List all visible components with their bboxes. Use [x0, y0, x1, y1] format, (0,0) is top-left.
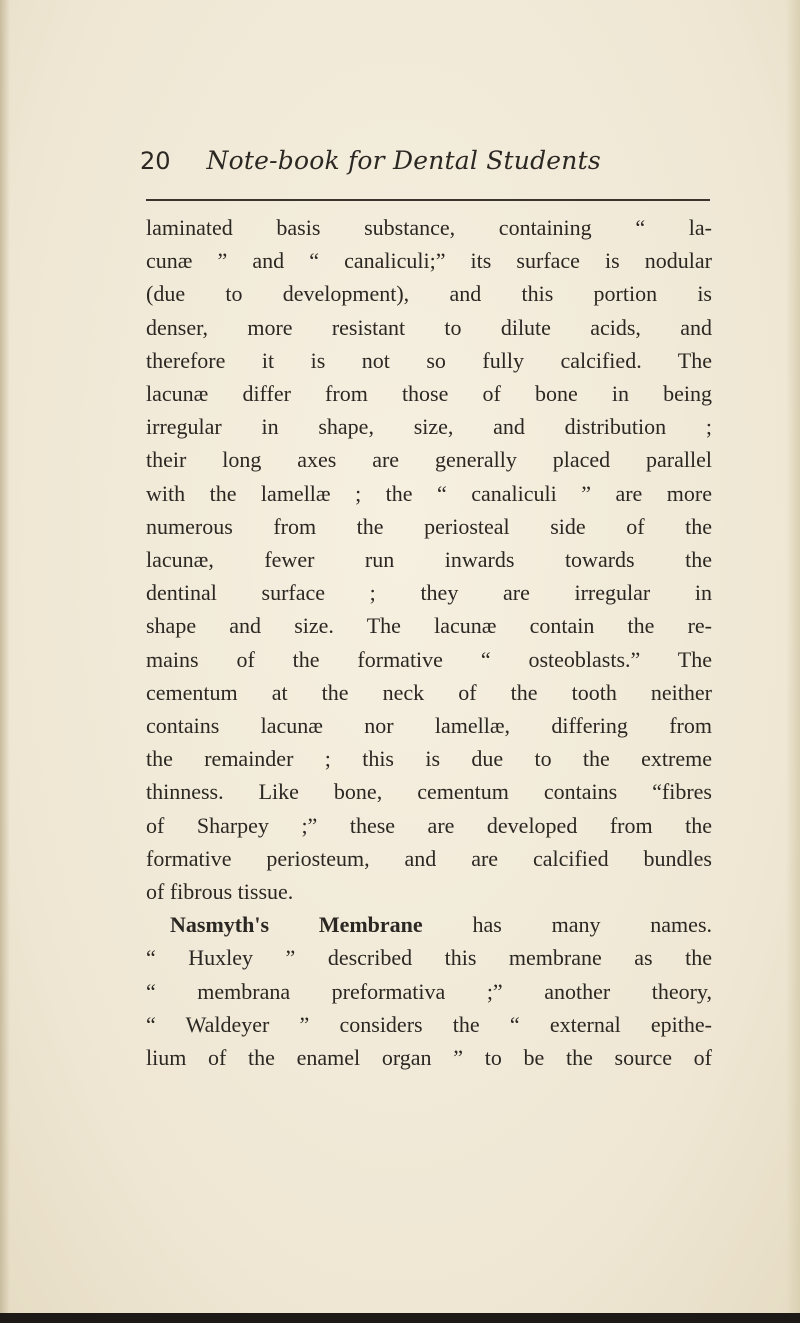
section-heading: Nasmyth's Membrane: [170, 912, 423, 938]
text-line: cementum at the neck of the tooth neither: [146, 679, 712, 705]
text-line: of fibrous tissue.: [146, 879, 294, 905]
body-text: [146, 211, 712, 1074]
page-gutter-shadow: [0, 0, 10, 1323]
text-line: their long axes are generally placed parallel: [146, 447, 712, 473]
running-head: [140, 146, 601, 186]
text-line: lium of the enamel organ ” to be the source of: [146, 1045, 712, 1071]
page-bottom-edge: [0, 1313, 800, 1323]
text-line: the remainder ; this is due to the extreme: [146, 746, 712, 772]
text-line: cunæ ” and “ canaliculi;” its surface is nodular: [146, 248, 712, 274]
page-number: 20: [140, 147, 171, 175]
text-line: lacunæ differ from those of bone in being: [146, 381, 712, 407]
text-line: “ Waldeyer ” considers the “ external epithe-: [146, 1011, 712, 1037]
text-line: denser, more resistant to dilute acids, and: [146, 314, 712, 340]
text-line: numerous from the periosteal side of the: [146, 513, 712, 539]
text-line: with the lamellæ ; the “ canaliculi ” are more: [146, 480, 712, 506]
text-line: shape and size. The lacunæ contain the re-: [146, 613, 712, 639]
text-line: dentinal surface ; they are irregular in: [146, 580, 712, 606]
text-line: contains lacunæ nor lamellæ, differing from: [146, 713, 712, 739]
running-title: Note-book for Dental Students: [206, 146, 601, 175]
text-line: of Sharpey ;” these are developed from the: [146, 812, 712, 838]
text-line: therefore it is not so fully calcified. The: [146, 347, 712, 373]
section-heading-line: [146, 908, 712, 941]
text-line: laminated basis substance, containing “ la-: [146, 215, 712, 240]
text-line: irregular in shape, size, and distribution ;: [146, 414, 712, 440]
text-line: formative periosteum, and are calcified bundles: [146, 845, 712, 871]
text-line: thinness. Like bone, cementum contains “fibres: [146, 779, 712, 805]
header-rule: [146, 199, 710, 201]
text-line: lacunæ, fewer run inwards towards the: [146, 547, 712, 573]
text-line: mains of the formative “ osteoblasts.” The: [146, 646, 712, 672]
page-edge-shadow: [786, 0, 800, 1323]
section-heading-tail: has many names.: [472, 912, 712, 938]
text-line: (due to development), and this portion is: [146, 281, 712, 307]
text-line: “ Huxley ” described this membrane as the: [146, 945, 712, 971]
text-line: “ membrana preformativa ;” another theory,: [146, 978, 712, 1004]
